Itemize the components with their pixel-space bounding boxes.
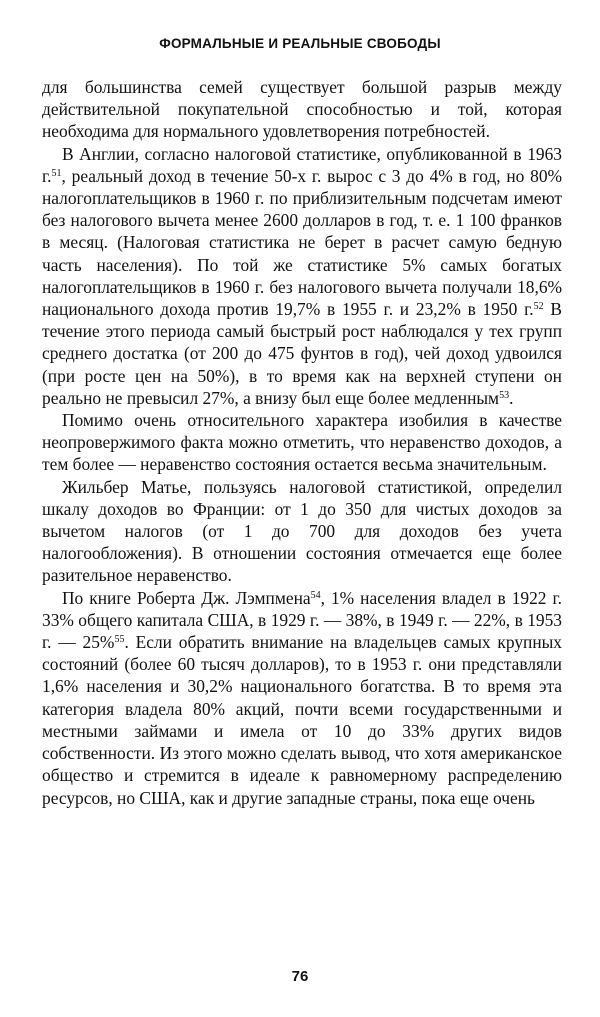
paragraph-3 [42, 409, 562, 476]
paragraph-4-text: Жильбер Матье, пользуясь налоговой статистикой, определил шкалу доходов во Франции: от 1 до 350 для чистых доходов за вычетом налогов (от 1 до 700 для доходов без учета налогообложения). В отношении состояния отмечается еще более разительное неравенство. [42, 476, 562, 586]
footnote-ref-51: 51 [51, 167, 62, 179]
footnote-ref-55: 55 [114, 634, 125, 646]
paragraph-5-text-a: По книге Роберта Дж. Лэмпмена [62, 587, 311, 608]
paragraph-1 [42, 76, 562, 143]
running-head: ФОРМАЛЬНЫЕ И РЕАЛЬНЫЕ СВОБОДЫ [159, 36, 441, 51]
paragraph-2 [42, 143, 562, 409]
page-number: 76 [291, 968, 309, 985]
paragraph-5-text-b: , 1% населения владел в 1922 г. 33% общего капитала США, в 1929 г. — 38%, в 1949 г. — 22%, в 1953 г. — 25% [42, 587, 562, 653]
footnote-ref-54: 54 [310, 589, 321, 601]
paragraph-3-text: Помимо очень относительного характера изобилия в качестве неопровержимого факта можно отметить, что неравенство доходов, а тем более — неравенство состояния остается весьма значительным. [42, 410, 562, 475]
paragraph-2-text-a: В Англии, согласно налоговой статистике, опубликованной в 1963 г. [42, 143, 562, 186]
paragraph-5 [42, 587, 562, 809]
paragraph-1-text: для большинства семей существует большой разрыв между действительной покупательной способностью и той, которая необходима для нормального удовлетворения потребностей. [42, 77, 562, 142]
paragraph-2-text-b: , реальный доход в течение 50-х г. вырос с 3 до 4% в год, но 80% налогоплательщиков в 1960 г. по приблизительным подсчетам имеют без налогового вычета менее 2600 долларов в год, т. е. 1 100 франков в месяц. (Налоговая статистика не берет в расчет самую бедную часть населения). По той же статистике 5% самых богатых налогоплательщиков в 1960 г. без налогового вычета получали 18,6% национального дохода против 19,7% в 1955 г. и 23,2% в 1950 г. [42, 165, 562, 320]
paragraph-2-text-d: . [509, 387, 514, 408]
paragraph-5-text-c: . Если обратить внимание на владельцев самых крупных состояний (более 60 тысяч долларов), то в 1953 г. они представляли 1,6% населения и 30,2% национального богатства. В то время эта категория владела 80% акций, почти всеми государственными и местными займами и имела от 10 до 33% других видов собственности. Из этого можно сделать вывод, что хотя американское общество и стремится в идеале к равномерному распределению ресурсов, но США, как и другие западные страны, пока еще очень [42, 632, 563, 808]
body-text [42, 76, 562, 809]
paragraph-4 [42, 476, 562, 587]
footnote-ref-52: 52 [533, 301, 544, 313]
paragraph-2-text-c: В течение этого периода самый быстрый рост наблюдался у тех групп среднего достатка (от 200 до 475 фунтов в год), чей доход удвоился (при росте цен на 50%), в то время как на верхней ступени он реально не превысил 27%, а внизу был еще более медленным [42, 299, 562, 408]
footnote-ref-53: 53 [499, 389, 510, 401]
